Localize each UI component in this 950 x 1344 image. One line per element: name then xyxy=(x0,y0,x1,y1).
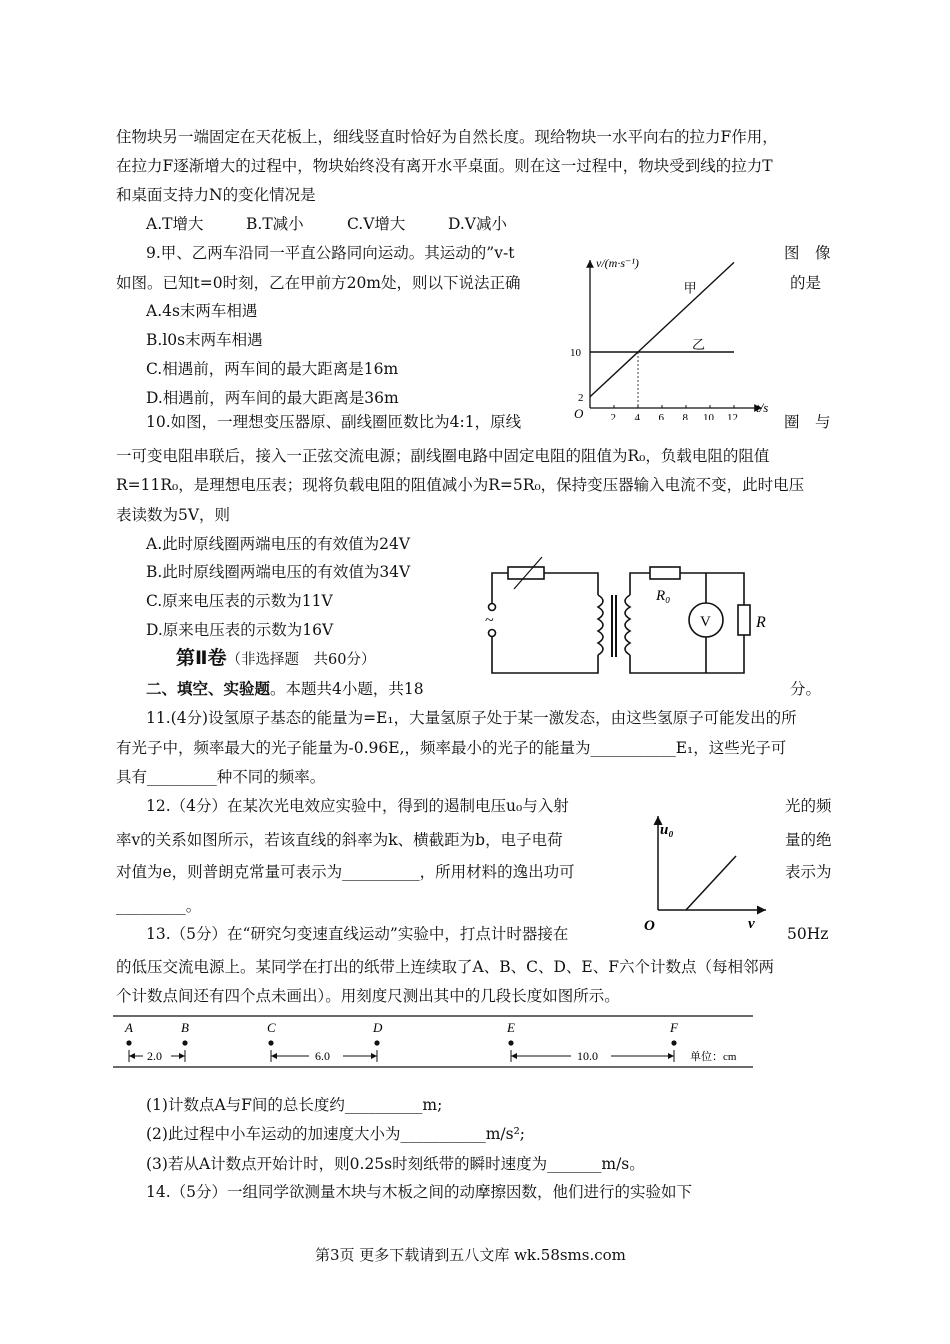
q10-option-d: D.原来电压表的示数为16V xyxy=(146,621,334,639)
section2-desc-right: 分。 xyxy=(790,680,822,698)
tape-label-b: B xyxy=(181,1020,189,1035)
page-footer: 第3页 更多下载请到五八文库 wk.58sms.com xyxy=(315,1246,626,1264)
q12-line-1-right: 光的频 xyxy=(785,797,832,815)
q12-line-1: 12.（4分）在某次光电效应实验中，得到的遏制电压u₀与入射 xyxy=(146,797,569,815)
vt-x-tick-label: 4 xyxy=(634,412,640,420)
variable-resistor xyxy=(508,567,544,579)
q12-line-4: _________。 xyxy=(116,897,202,915)
resistor-r0 xyxy=(650,567,680,579)
q9-option-d: D.相遇前，两车间的最大距离是36m xyxy=(146,389,399,407)
vt-series-label-jia: 甲 xyxy=(683,280,697,296)
vt-origin: O xyxy=(574,406,584,420)
section2-title: 二、填空、实验题 xyxy=(146,679,271,698)
secondary-wire-top xyxy=(630,573,650,595)
q13-line-3: 个计数点间还有四个点未画出）。用刻度尺测出其中的几段长度如图所示。 xyxy=(116,987,620,1005)
q13-line-2: 的低压交流电源上。某同学在打出的纸带上连续取了A、B、C、D、E、F六个计数点（每相邻两 xyxy=(116,958,774,976)
q13-line-1: 13.（5分）在“研究匀变速直线运动”实验中，打点计时器接在 xyxy=(146,925,569,943)
q10-option-b: B.此时原线圈两端电压的有效值为34V xyxy=(146,563,411,581)
dim1-value: 2.0 xyxy=(147,1049,162,1063)
resistor-r xyxy=(738,605,750,635)
q10-option-c: C.原来电压表的示数为11V xyxy=(146,592,333,610)
tape-label-e: E xyxy=(507,1020,515,1035)
tape-label-c: C xyxy=(267,1020,276,1035)
q10-stem-1-right: 圈 与 xyxy=(784,413,831,431)
rheostat-arrow xyxy=(514,557,542,589)
primary-coil xyxy=(598,595,603,655)
label-r0: R₀ xyxy=(656,588,671,604)
vt-series-line-jia xyxy=(590,262,734,396)
part2-subtitle: （非选择题 共60分） xyxy=(226,652,376,668)
u0-origin: O xyxy=(644,918,655,934)
q14-line-1: 14.（5分）一组同学欲测量木块与木板之间的动摩擦因数，他们进行的实验如下 xyxy=(146,1183,693,1201)
section2-desc: 。本题共4小题，共18 xyxy=(270,680,424,698)
u0-line xyxy=(686,856,736,910)
primary-wire-bottom xyxy=(492,635,598,673)
q13-sub-2: (2)此过程中小车运动的加速度大小为___________m/s²; xyxy=(146,1125,526,1143)
ac-symbol: ~ xyxy=(485,612,494,629)
vt-graph xyxy=(562,250,782,420)
vt-y-tick-label: 2 xyxy=(578,391,584,404)
label-v: V xyxy=(700,614,711,630)
tape-label-d: D xyxy=(373,1020,383,1035)
part2-title: 第Ⅱ卷 xyxy=(176,647,227,669)
vt-ylabel: v/(m·s⁻¹) xyxy=(596,256,639,270)
paper-tape xyxy=(113,1012,758,1072)
text-line-3: 和桌面支持力N的变化情况是 xyxy=(116,186,316,204)
q8-option-d: D.V减小 xyxy=(448,215,507,233)
q12-line-2-right: 量的绝 xyxy=(785,831,832,849)
q9-option-a: A.4s末两车相遇 xyxy=(146,302,258,320)
tape-label-a: A xyxy=(125,1020,133,1035)
dim2-value: 6.0 xyxy=(315,1049,330,1063)
q10-stem-4: 表读数为5V，则 xyxy=(116,506,231,524)
u0-xlabel: v xyxy=(748,916,755,932)
q8-option-b: B.T减小 xyxy=(246,215,304,233)
q9-option-c: C.相遇前，两车间的最大距离是16m xyxy=(146,360,399,378)
tape-dot-e xyxy=(508,1040,513,1045)
q9-stem-1-right: 图 像 xyxy=(784,244,831,262)
q9-stem-2-right: 的是 xyxy=(790,274,822,292)
q10-stem-3: R=11R₀，是理想电压表；现将负载电阻的阻值减小为R=5R₀，保持变压器输入电流不变，此时电压 xyxy=(116,476,805,494)
vt-xlabel: t/s xyxy=(756,400,769,415)
q10-stem-2: 一可变电阻串联后，接入一正弦交流电源；副线圈电路中固定电阻的阻值为R₀，负载电阻的阻值 xyxy=(116,447,770,465)
q12-line-3-right: 表示为 xyxy=(785,863,832,881)
section2-heading xyxy=(146,679,424,699)
q11-line-2: 有光子中，频率最大的光子能量为-0.96E,，频率最小的光子的能量为___________E₁，这些光子可 xyxy=(116,739,787,757)
vt-x-tick-label: 8 xyxy=(682,412,688,420)
terminal-bottom xyxy=(489,630,496,637)
q12-line-3: 对值为e，则普朗克常量可表示为__________，所用材料的逸出功可 xyxy=(116,863,575,881)
q11-line-1: 11.(4分)设氢原子基态的能量为=E₁，大量氢原子处于某一激发态，由这些氢原子可能发出的所 xyxy=(146,709,797,727)
vt-x-tick-label: 2 xyxy=(610,412,616,420)
tape-label-f: F xyxy=(670,1020,678,1035)
vt-x-tick-label: 10 xyxy=(703,412,714,420)
q8-option-c: C.V增大 xyxy=(347,215,406,233)
q11-line-3: 具有_________种不同的频率。 xyxy=(116,768,326,786)
text-line-1: 住物块另一端固定在天花板上，细线竖直时恰好为自然长度。现给物块一水平向右的拉力F作用， xyxy=(116,128,778,146)
tape-dot-c xyxy=(268,1040,273,1045)
dim3-value: 10.0 xyxy=(577,1049,598,1063)
q13-line-1-right: 50Hz xyxy=(787,925,829,943)
tape-dot-f xyxy=(671,1040,676,1045)
vt-y-tick-label: 10 xyxy=(570,347,581,359)
q13-sub-3: (3)若从A计数点开始计时，则0.25s时刻纸带的瞬时速度为_______m/s。 xyxy=(146,1155,645,1173)
q9-option-b: B.l0s末两车相遇 xyxy=(146,331,263,349)
q10-option-a: A.此时原线圈两端电压的有效值为24V xyxy=(146,535,411,553)
q9-stem-2: 如图。已知t=0时刻，乙在甲前方20m处，则以下说法正确 xyxy=(116,274,521,292)
u0-v-graph xyxy=(638,812,778,937)
transformer-circuit xyxy=(480,555,780,680)
q12-line-2: 率v的关系如图所示，若该直线的斜率为k、横截距为b，电子电荷 xyxy=(116,831,563,849)
vt-x-tick-label: 6 xyxy=(658,412,664,420)
q8-option-a: A.T增大 xyxy=(146,215,204,233)
secondary-wire-bottom xyxy=(630,635,744,673)
q13-sub-1: (1)计数点A与F间的总长度约__________m; xyxy=(146,1096,443,1114)
tape-dot-a xyxy=(126,1040,131,1045)
label-r: R xyxy=(756,614,766,631)
tape-unit: 单位：cm xyxy=(690,1051,737,1063)
terminal-top xyxy=(489,604,496,611)
tape-dot-b xyxy=(182,1040,187,1045)
tape-dot-d xyxy=(374,1040,379,1045)
text-line-2: 在拉力F逐渐增大的过程中，物块始终没有离开水平桌面。则在这一过程中，物块受到线的拉力T xyxy=(116,157,773,175)
secondary-coil xyxy=(625,595,630,655)
primary-wire-right xyxy=(544,573,598,595)
q10-stem-1: 10.如图，一理想变压器原、副线圈匝数比为4:1，原线 xyxy=(146,413,522,431)
part2-heading xyxy=(176,648,375,670)
q9-stem-1: 9.甲、乙两车沿同一平直公路同向运动。其运动的”v-t xyxy=(146,244,515,262)
primary-wire-top xyxy=(492,573,508,603)
u0-ylabel: u₀ xyxy=(660,822,674,838)
vt-x-tick-label: 12 xyxy=(727,412,738,420)
secondary-wire-right xyxy=(680,573,744,605)
vt-series-label-yi: 乙 xyxy=(692,337,706,352)
